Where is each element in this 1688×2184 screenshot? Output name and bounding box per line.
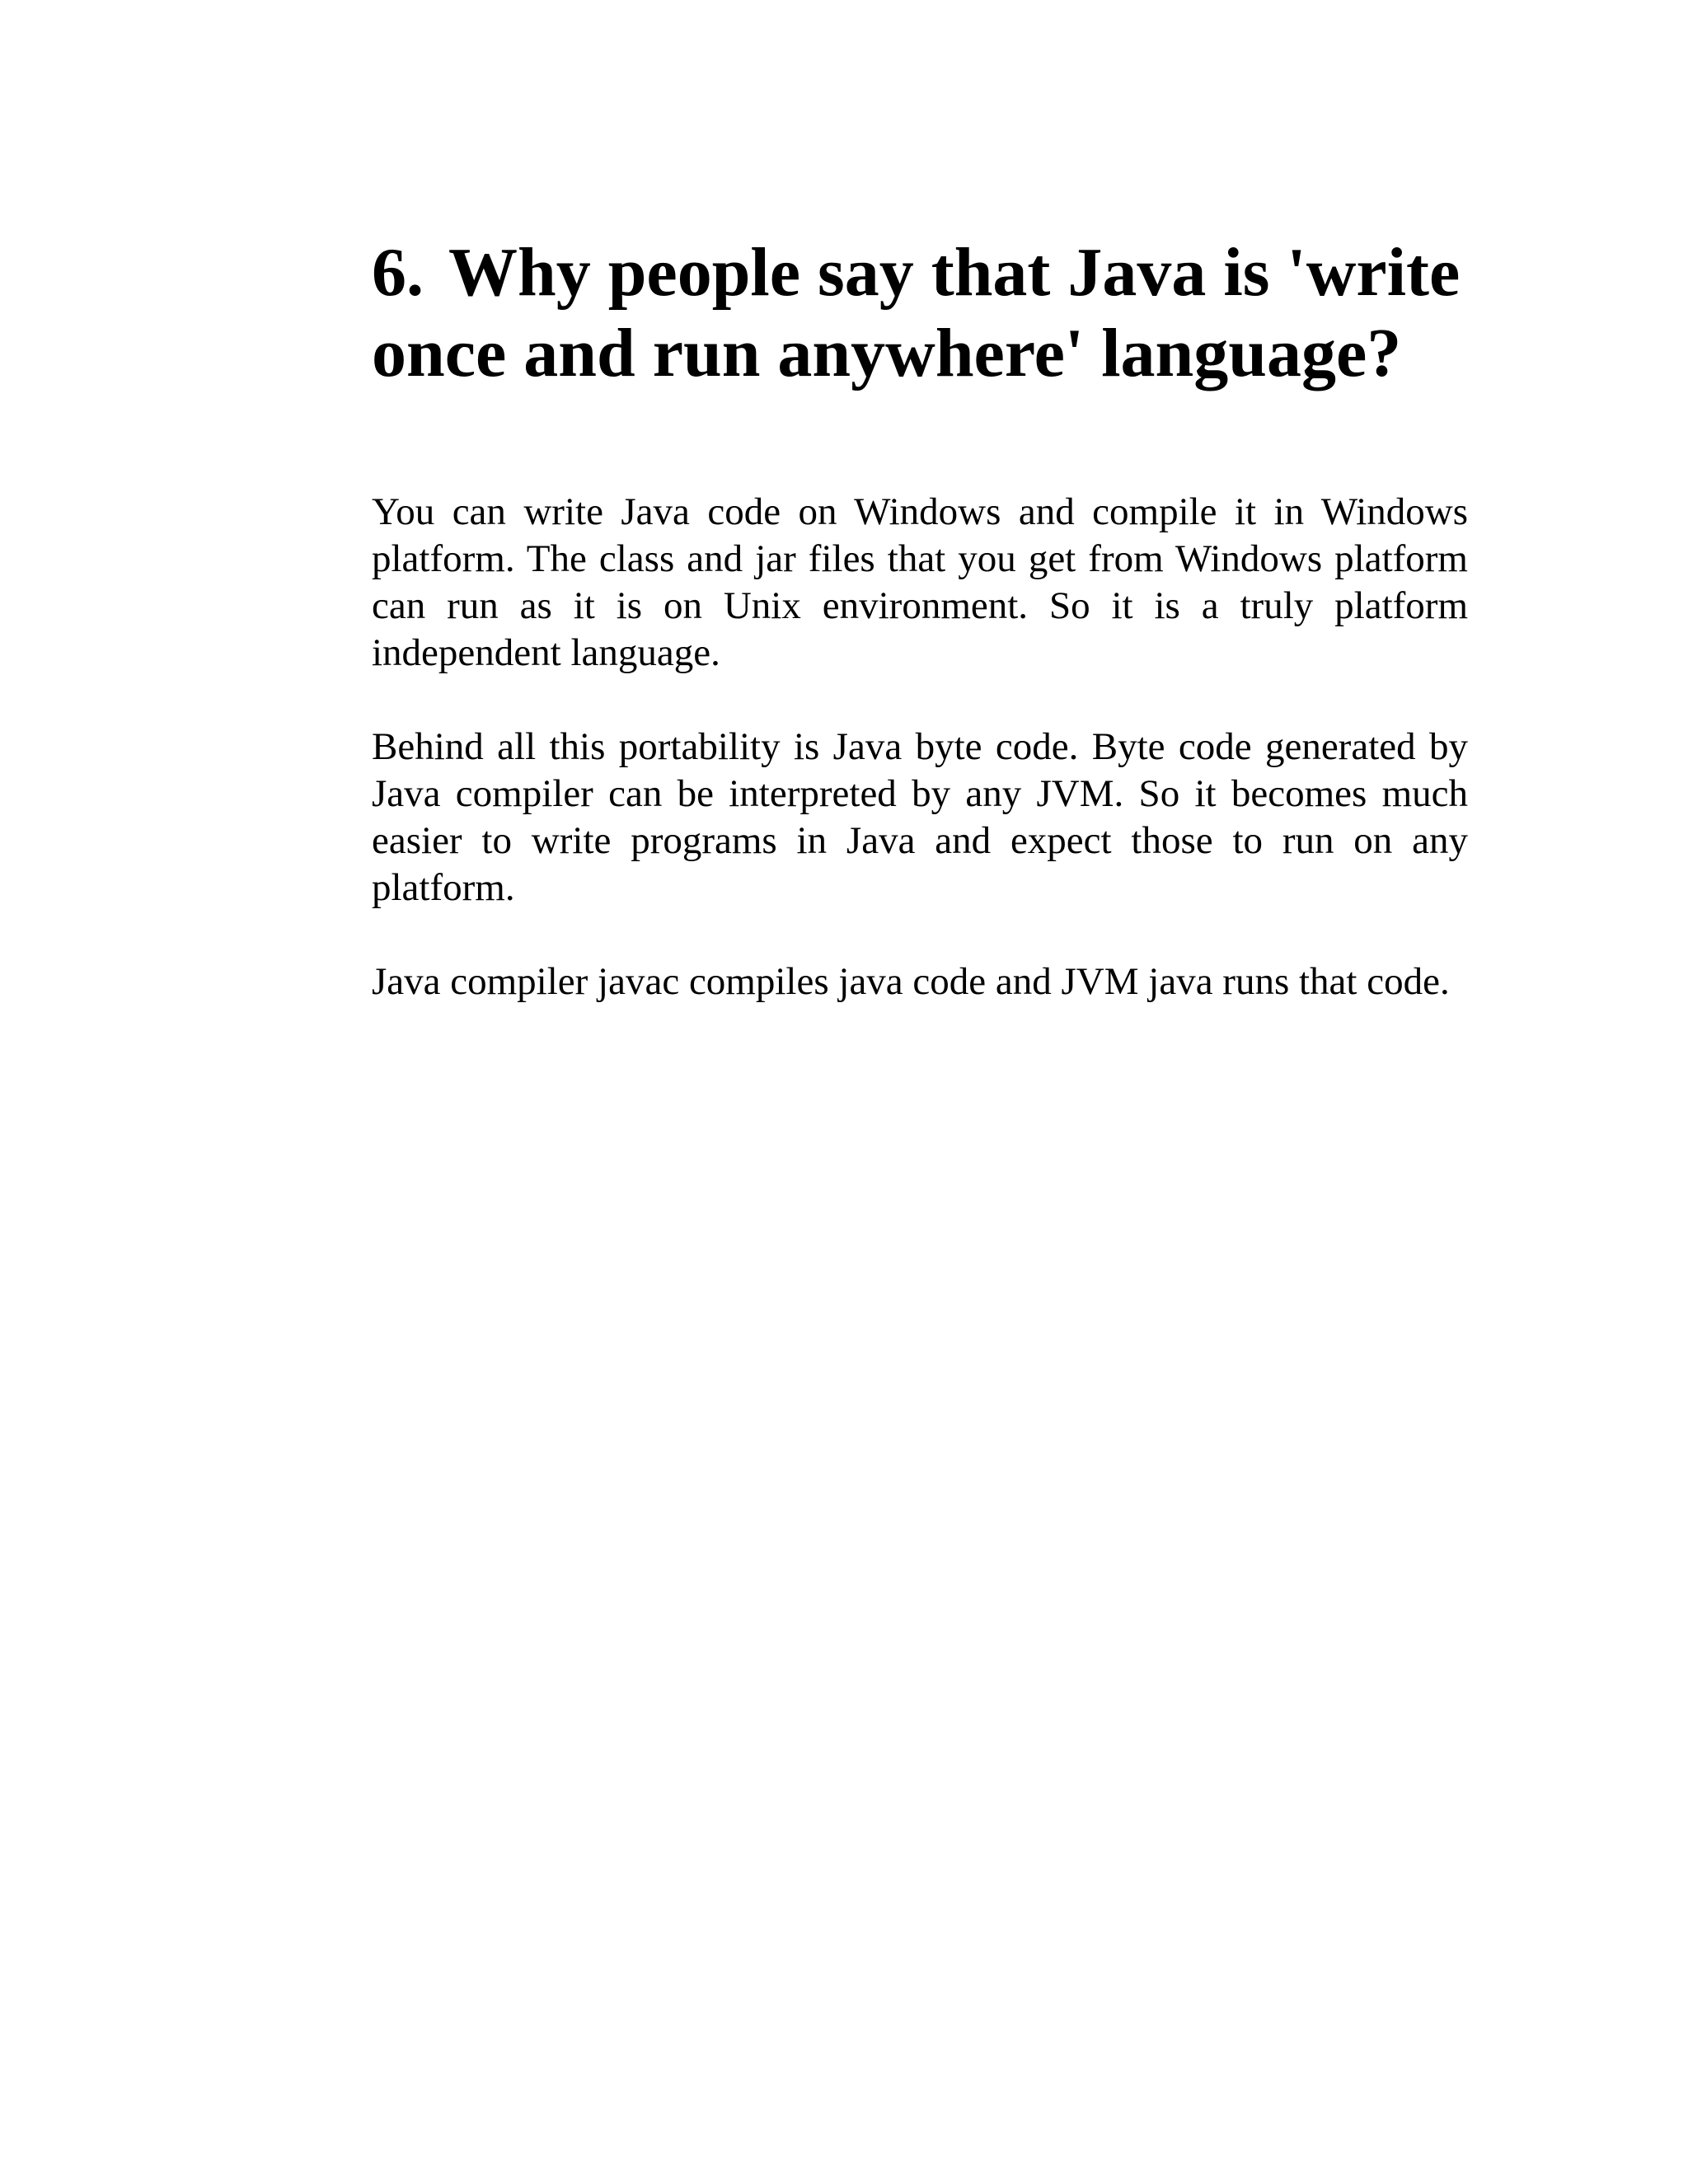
page-content <box>372 232 1468 1005</box>
question-number: 6. <box>372 234 424 311</box>
paragraph-2: Behind all this portability is Java byte code. Byte code generated by Java compiler can be interpreted by any JVM. So it becomes much easier to write programs in Java and expect those to run on any platform. <box>372 725 1468 909</box>
page-title <box>372 232 1468 394</box>
question-title: Why people say that Java is 'write once and run anywhere' language? <box>372 234 1461 391</box>
paragraph-1: You can write Java code on Windows and compile it in Windows platform. The class and jar files that you get from Windows platform can run as it is on Unix environment. So it is a truly platform independent language. <box>372 490 1468 674</box>
paragraph-3: Java compiler javac compiles java code and JVM java runs that code. <box>372 960 1450 1003</box>
